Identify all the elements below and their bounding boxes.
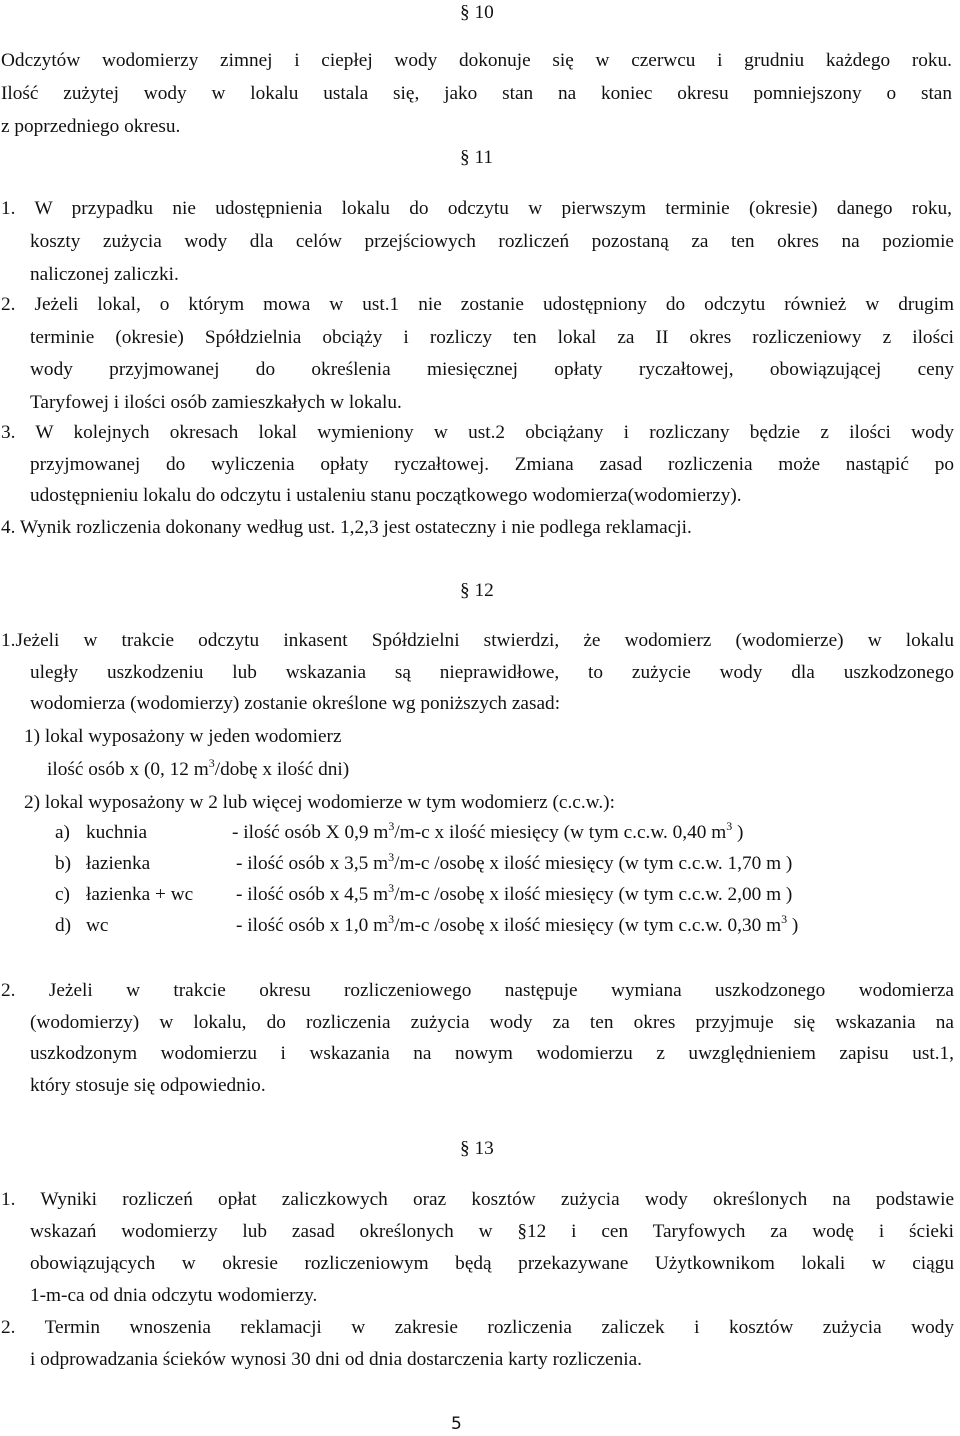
rule-1-formula: ilość osób x (0, 12 $m^3$/dobę x ilość dni) xyxy=(47,756,350,780)
item-b-room: łazienka xyxy=(86,853,151,874)
item-c-formula: - ilość osób x 4,5 $m^3/m-c$ /osobę x ilość miesięcy (w tym c.c.w. 2,00 m ) xyxy=(236,881,793,905)
s11-line-7: Taryfowej i ilości osób zamieszkałych w lokalu. xyxy=(30,392,402,413)
section-11-heading: § 11 xyxy=(460,147,494,168)
item-c-room: łazienka + wc xyxy=(86,884,194,905)
s10-line-2: Ilość zużytej wody w lokalu ustala się, jako stan na koniec okresu pomniejszony o stan xyxy=(1,83,952,104)
s13-line-6: i odprowadzania ścieków wynosi 30 dni od dnia dostarczenia karty rozliczenia. xyxy=(30,1349,642,1370)
s11-line-5: terminie (okresie) Spółdzielnia obciąży i rozliczy ten lokal za II okres rozliczeniowy z ilości xyxy=(30,327,954,348)
item-b-letter: b) xyxy=(55,853,72,874)
s10-line-3: z poprzedniego okresu. xyxy=(1,116,181,137)
rule-1-title: 1) lokal wyposażony w jeden wodomierz xyxy=(24,726,342,747)
item-d-letter: d) xyxy=(55,915,72,936)
s11-line-10: udostępnieniu lokalu do odczytu i ustaleniu stanu początkowego wodomierza(wodomierzy). xyxy=(30,485,742,506)
item-b-formula: - ilość osób x 3,5 $m^3/m-c$ /osobę x ilość miesięcy (w tym c.c.w. 1,70 m ) xyxy=(236,850,793,874)
section-13-heading: § 13 xyxy=(460,1138,494,1159)
s12-p2-line-4: który stosuje się odpowiednio. xyxy=(30,1075,266,1096)
item-d-formula: - ilość osób x 1,0 $m^3/m-c$ /osobę x ilość miesięcy (w tym c.c.w. 0,30 $m^3$ ) xyxy=(236,912,799,936)
s10-line-1: Odczytów wodomierzy zimnej i ciepłej wody dokonuje się w czerwcu i grudniu każdego roku. xyxy=(1,50,952,71)
section-12-heading: § 12 xyxy=(460,580,494,601)
s11-line-8: 3. W kolejnych okresach lokal wymieniony w ust.2 obciążany i rozliczany będzie z ilości wody xyxy=(1,422,954,443)
item-a-formula: - ilość osób X 0,9 $m^3/m-c$ x ilość miesięcy (w tym c.c.w. 0,40 $m^3$ ) xyxy=(232,819,744,843)
s11-line-3: naliczonej zaliczki. xyxy=(30,264,179,285)
s11-line-9: przyjmowanej do wyliczenia opłaty ryczałtowej. Zmiana zasad rozliczenia może nastąpić po xyxy=(30,454,954,475)
s12-intro-line-3: wodomierza (wodomierzy) zostanie określone wg poniższych zasad: xyxy=(30,693,561,714)
item-a-letter: a) xyxy=(55,822,70,843)
s13-line-2: wskazań wodomierzy lub zasad określonych w §12 i cen Taryfowych za wodę i ścieki xyxy=(30,1221,954,1242)
s12-p2-line-1: 2. Jeżeli w trakcie okresu rozliczeniowego następuje wymiana uszkodzonego wodomierza xyxy=(1,980,954,1001)
item-a-room: kuchnia xyxy=(86,822,148,843)
s11-line-4: 2. Jeżeli lokal, o którym mowa w ust.1 nie zostanie udostępniony do odczytu również w drugim xyxy=(1,294,954,315)
s12-intro-line-2: uległy uszkodzeniu lub wskazania są nieprawidłowe, to zużycie wody dla uszkodzonego xyxy=(30,662,954,683)
s12-p2-line-2: (wodomierzy) w lokalu, do rozliczenia zużycia wody za ten okres przyjmuje się wskazania na xyxy=(30,1012,954,1033)
s12-p2-line-3: uszkodzonym wodomierzu i wskazania na nowym wodomierzu z uwzględnieniem zapisu ust.1, xyxy=(30,1043,954,1064)
s13-line-5: 2. Termin wnoszenia reklamacji w zakresie rozliczenia zaliczek i kosztów zużycia wody xyxy=(1,1317,954,1338)
s11-line-2: koszty zużycia wody dla celów przejściowych rozliczeń pozostaną za ten okres na poziomie xyxy=(30,231,954,252)
item-c-letter: c) xyxy=(55,884,70,905)
s13-line-1: 1. Wyniki rozliczeń opłat zaliczkowych oraz kosztów zużycia wody określonych na podstawie xyxy=(1,1189,954,1210)
item-d-room: wc xyxy=(86,915,109,936)
s11-line-1: 1. W przypadku nie udostępnienia lokalu do odczytu w pierwszym terminie (okresie) danego roku, xyxy=(1,198,952,219)
s13-line-4: 1-m-ca od dnia odczytu wodomierzy. xyxy=(30,1285,318,1306)
rule-2-title: 2) lokal wyposażony w 2 lub więcej wodomierze w tym wodomierz (c.c.w.): xyxy=(24,792,615,813)
s11-line-6: wody przyjmowanej do określenia miesięcznej opłaty ryczałtowej, obowiązującej ceny xyxy=(30,359,954,380)
s13-line-3: obowiązujących w okresie rozliczeniowym będą przekazywane Użytkownikom lokali w ciągu xyxy=(30,1253,954,1274)
page-number: 5 xyxy=(451,1414,462,1434)
s11-line-11: 4. Wynik rozliczenia dokonany według ust. 1,2,3 jest ostateczny i nie podlega reklamacji. xyxy=(1,517,692,538)
section-10-heading: § 10 xyxy=(460,2,494,23)
s12-intro-line-1: 1.Jeżeli w trakcie odczytu inkasent Spółdzielni stwierdzi, że wodomierz (wodomierze) w lokalu xyxy=(1,630,954,651)
